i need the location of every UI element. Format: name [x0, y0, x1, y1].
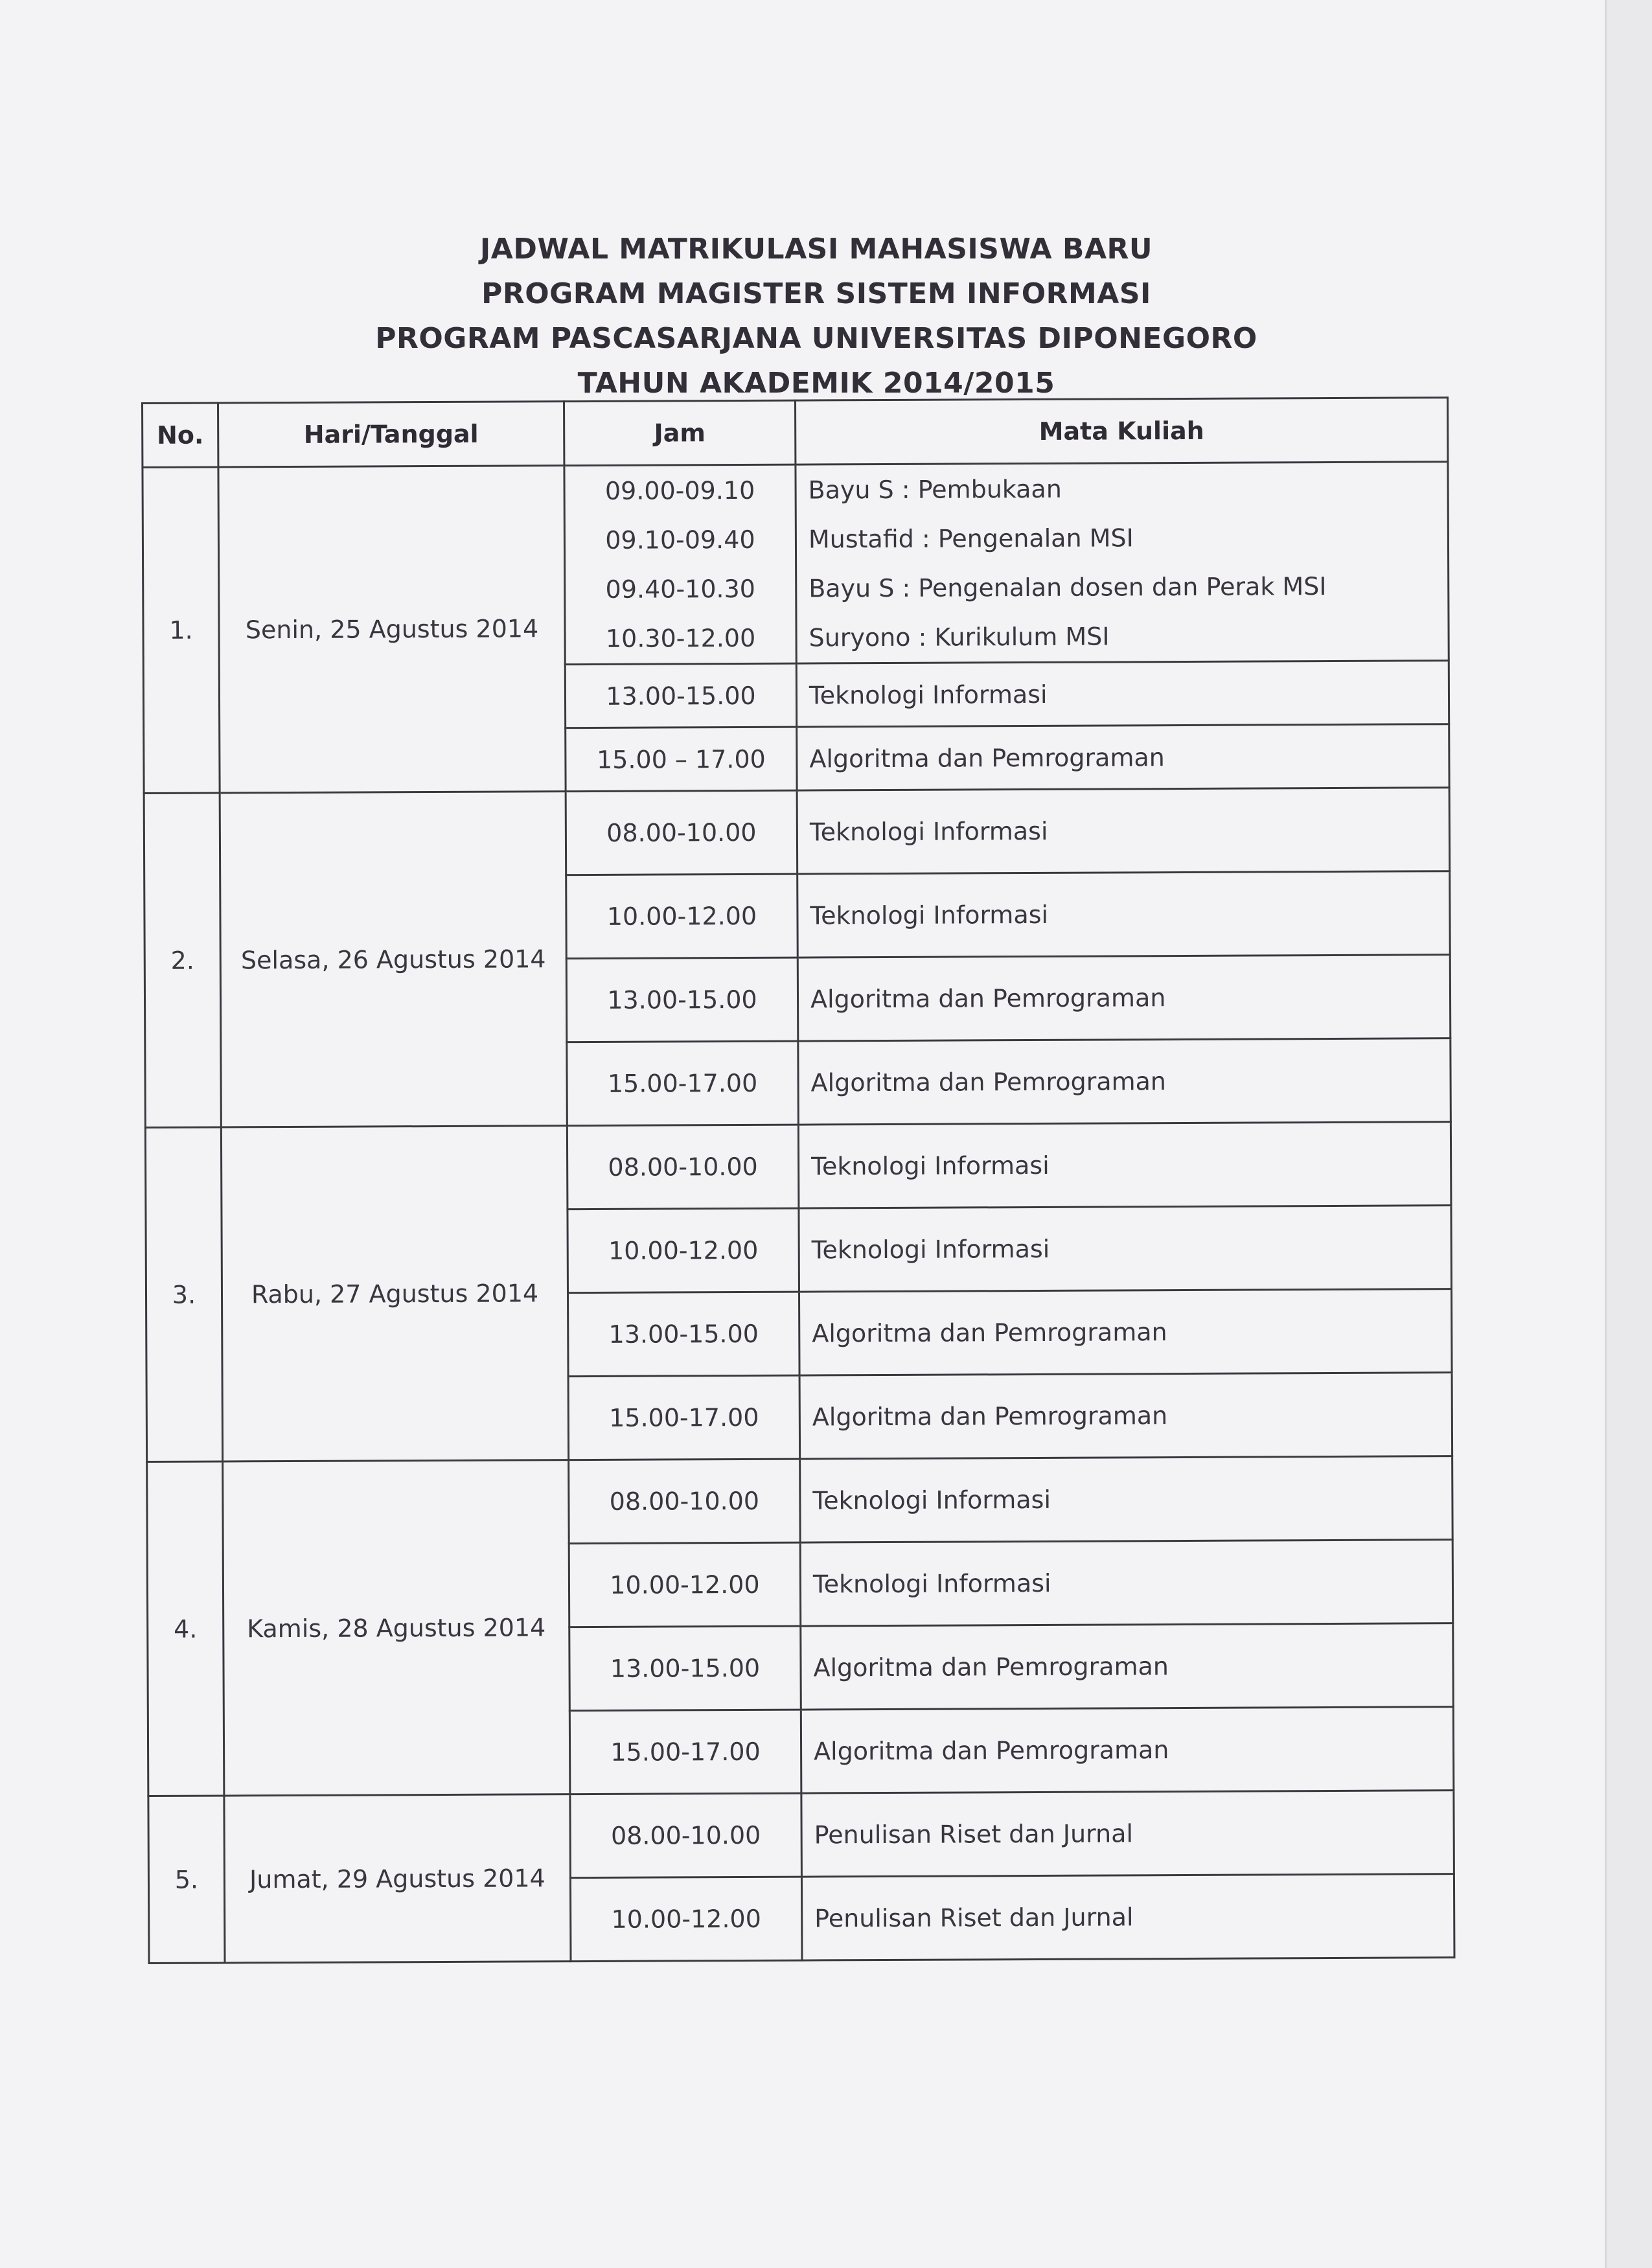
row-day-date: Selasa, 26 Agustus 2014 — [220, 792, 567, 1127]
table-row — [143, 462, 1449, 667]
header-no: No. — [143, 403, 218, 468]
session-subject: Penulisan Riset dan Jurnal — [801, 1874, 1454, 1960]
session-time: 13.00-15.00 — [566, 957, 798, 1042]
session-time: 10.30-12.00 — [605, 623, 756, 653]
session-time: 08.00-10.00 — [569, 1459, 801, 1544]
session-subject: Teknologi Informasi — [800, 1540, 1453, 1626]
session-time: 15.00-17.00 — [568, 1375, 800, 1460]
session-time: 08.00-10.00 — [567, 1125, 799, 1209]
session-time: 15.00-17.00 — [569, 1710, 801, 1794]
session-subject: Penulisan Riset dan Jurnal — [801, 1791, 1454, 1877]
session-subject: Bayu S : Pembukaan — [808, 474, 1062, 505]
session-time: 09.10-09.40 — [605, 525, 755, 555]
schedule-table — [141, 396, 1456, 1964]
session-subject: Algoritma dan Pemrograman — [799, 1373, 1452, 1459]
scanned-page-edge — [1605, 0, 1652, 2268]
session-time: 13.00-15.00 — [568, 1292, 800, 1377]
row-number: 5. — [148, 1796, 225, 1964]
row-day-date: Kamis, 28 Agustus 2014 — [223, 1460, 570, 1796]
session-time: 10.00-12.00 — [566, 874, 798, 959]
table-row — [145, 1122, 1451, 1211]
session-subject: Algoritma dan Pemrograman — [797, 955, 1451, 1041]
row-day-date: Rabu, 27 Agustus 2014 — [221, 1126, 568, 1461]
session-subject: Teknologi Informasi — [800, 1456, 1453, 1542]
header-time: Jam — [564, 400, 796, 466]
opening-times-cell — [564, 464, 796, 665]
session-subject: Teknologi Informasi — [797, 788, 1450, 874]
session-subject: Bayu S : Pengenalan dosen dan Perak MSI — [809, 572, 1327, 603]
header-subject: Mata Kuliah — [795, 398, 1447, 464]
row-day-date: Senin, 25 Agustus 2014 — [218, 466, 566, 793]
table-row — [144, 788, 1450, 877]
session-subject: Algoritma dan Pemrograman — [799, 1289, 1452, 1375]
session-time: 10.00-12.00 — [568, 1208, 799, 1293]
table-header-row — [143, 398, 1448, 468]
table-row — [148, 1791, 1454, 1880]
document-title-line-3: PROGRAM PASCASARJANA UNIVERSITAS DIPONEGORO — [375, 322, 1257, 355]
session-time: 09.40-10.30 — [605, 574, 756, 604]
session-time: 15.00 – 17.00 — [566, 727, 797, 792]
session-time: 15.00-17.00 — [567, 1041, 799, 1126]
row-number: 4. — [147, 1461, 224, 1796]
session-time: 10.00-12.00 — [570, 1877, 802, 1962]
document-title-line-1: JADWAL MATRIKULASI MAHASISWA BARU — [479, 233, 1153, 266]
session-time: 13.00-15.00 — [565, 663, 796, 728]
document-title-line-4: TAHUN AKADEMIK 2014/2015 — [577, 367, 1055, 400]
row-number: 1. — [143, 467, 220, 794]
session-subject: Teknologi Informasi — [796, 661, 1449, 727]
session-time: 09.00-09.10 — [604, 475, 755, 505]
session-subject: Teknologi Informasi — [798, 1122, 1451, 1208]
session-time: 10.00-12.00 — [569, 1542, 801, 1627]
opening-subjects-cell — [796, 462, 1449, 663]
header-day-date: Hari/Tanggal — [218, 402, 564, 467]
session-subject: Algoritma dan Pemrograman — [798, 1038, 1451, 1125]
session-subject: Algoritma dan Pemrograman — [801, 1623, 1454, 1710]
session-subject: Algoritma dan Pemrograman — [797, 724, 1449, 790]
session-subject: Teknologi Informasi — [799, 1206, 1452, 1292]
row-day-date: Jumat, 29 Agustus 2014 — [224, 1794, 571, 1963]
document-title-block — [0, 227, 1607, 406]
session-subject: Teknologi Informasi — [797, 871, 1451, 957]
session-time: 13.00-15.00 — [569, 1626, 801, 1711]
row-number: 3. — [145, 1127, 222, 1462]
session-time: 08.00-10.00 — [570, 1793, 802, 1878]
session-time: 08.00-10.00 — [566, 790, 797, 875]
session-subject: Mustafid : Pengenalan MSI — [808, 523, 1134, 554]
session-subject: Algoritma dan Pemrograman — [801, 1707, 1454, 1793]
row-number: 2. — [144, 793, 221, 1128]
document-title-line-2: PROGRAM MAGISTER SISTEM INFORMASI — [481, 277, 1151, 310]
session-subject: Suryono : Kurikulum MSI — [809, 622, 1110, 652]
table-row — [147, 1456, 1453, 1546]
